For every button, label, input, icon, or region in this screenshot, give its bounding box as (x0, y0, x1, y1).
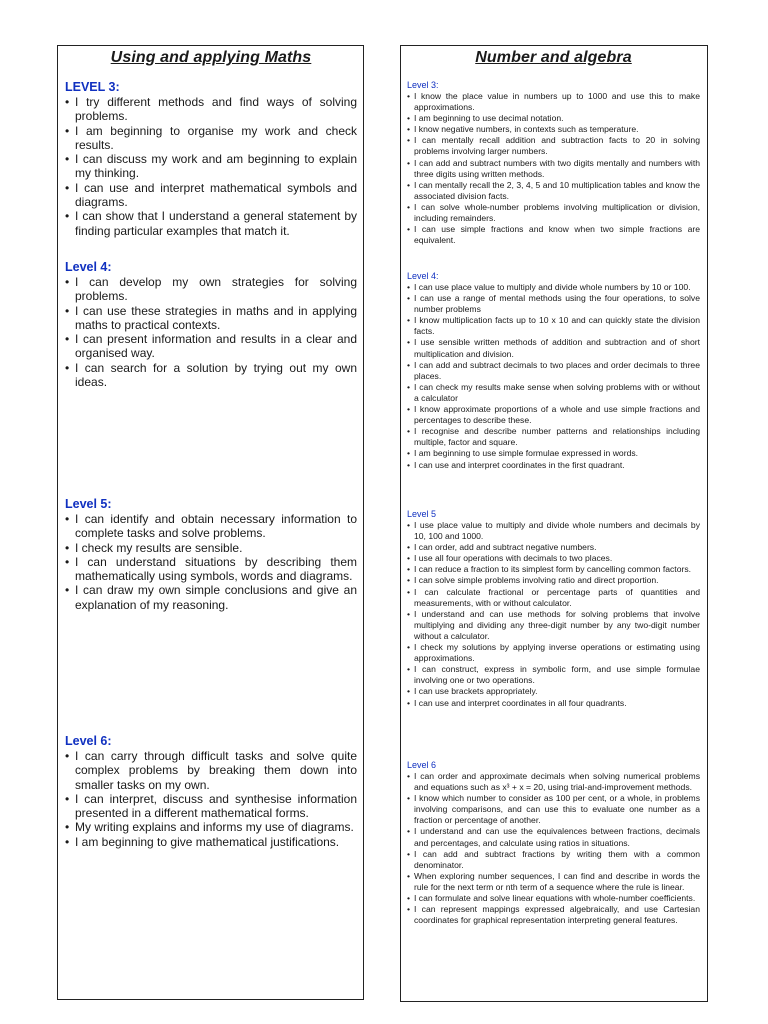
list-item: • I know negative numbers, in contexts such as temperature. (407, 124, 639, 135)
list-item: • I am beginning to use simple formulae expressed in words. (407, 448, 639, 459)
list-item: • My writing explains and informs my use of diagrams. (65, 820, 354, 835)
list-item: • I can mentally recall addition and subtraction facts to 20 in solving problems involving larger numbers. (407, 135, 700, 157)
bullet-icon: • (407, 315, 411, 326)
criteria-list (407, 520, 700, 709)
right-level-4 (407, 268, 700, 471)
bullet-icon: • (407, 448, 411, 459)
list-item: • I can show that I understand a general statement by finding particular examples that match it. (65, 209, 357, 238)
bullet-icon: • (65, 123, 70, 138)
level-heading: Level 5: (65, 497, 112, 511)
bullet-icon: • (407, 586, 411, 597)
list-item: • I can represent mappings expressed algebraically, and use Cartesian coordinates for graphical representation interpreting general features. (407, 904, 700, 926)
list-item: • I can search for a solution by trying out my own ideas. (65, 360, 357, 390)
bullet-icon: • (407, 157, 411, 168)
bullet-icon: • (407, 459, 411, 470)
bullet-icon: • (407, 282, 411, 292)
list-item: • I try different methods and find ways of solving problems. (65, 95, 357, 124)
list-item: • I recognise and describe number patterns and relationships including multiple, factor and square. (407, 426, 700, 448)
left-level-4 (65, 259, 357, 389)
bullet-icon: • (407, 520, 411, 530)
bullet-icon: • (407, 426, 411, 437)
list-item: • I can add and subtract numbers with two digits mentally and numbers with three digits using written methods. (407, 157, 700, 179)
bullet-icon: • (407, 337, 411, 348)
list-item: • I can use and interpret coordinates in all four quadrants. (407, 697, 627, 708)
bullet-icon: • (407, 201, 411, 212)
bullet-icon: • (407, 542, 411, 553)
list-item: • I can construct, express in symbolic form, and use simple formulae involving one or two operations. (407, 664, 700, 686)
list-item: • I know approximate proportions of a whole and use simple fractions and percentages to describe these. (407, 404, 700, 426)
list-item: • I understand and can use the equivalences between fractions, decimals and percentages, and calculate using ratios in situations. (407, 826, 700, 848)
list-item: • I can develop my own strategies for solving problems. (65, 275, 357, 304)
list-item: • I can calculate fractional or percentage parts of quantities and measurements, with or without calculator. (407, 586, 700, 608)
bullet-icon: • (407, 870, 411, 881)
list-item: • I can order, add and subtract negative numbers. (407, 542, 597, 553)
right-level-6 (407, 757, 700, 926)
bullet-icon: • (407, 381, 411, 392)
bullet-icon: • (65, 95, 70, 109)
list-item: • I can use brackets appropriately. (407, 686, 538, 697)
criteria-list (65, 512, 357, 612)
using-applying-maths-panel (57, 45, 364, 1000)
criteria-list (407, 91, 700, 246)
list-item: • I know which number to consider as 100 per cent, or a whole, in problems involving comparisons, and can use this to evaluate one number as a fraction or percentage of another. (407, 793, 700, 826)
list-item: • When exploring number sequences, I can find and describe in words the rule for the next term or nth term of a sequence where the rule is linear. (407, 870, 700, 892)
bullet-icon: • (407, 793, 411, 804)
bullet-icon: • (407, 771, 411, 781)
bullet-icon: • (65, 791, 70, 806)
bullet-icon: • (65, 303, 70, 318)
left-level-5 (65, 496, 357, 612)
list-item: • I use all four operations with decimals to two places. (407, 553, 613, 564)
bullet-icon: • (407, 113, 411, 124)
list-item: • I can use and interpret coordinates in the first quadrant. (407, 459, 625, 470)
level-heading: LEVEL 3: (65, 80, 120, 94)
level-heading: Level 4: (407, 271, 439, 281)
criteria-list (65, 275, 357, 389)
bullet-icon: • (407, 697, 411, 708)
left-level-6 (65, 733, 357, 849)
list-item: • I know the place value in numbers up to 1000 and use this to make approximations. (407, 91, 700, 113)
list-item: • I can interpret, discuss and synthesise information presented in a different mathematical forms. (65, 791, 357, 821)
bullet-icon: • (65, 749, 70, 763)
bullet-icon: • (407, 608, 411, 619)
bullet-icon: • (407, 359, 411, 370)
list-item: • I am beginning to organise my work and check results. (65, 123, 357, 152)
bullet-icon: • (65, 152, 70, 167)
list-item: • I check my solutions by applying inverse operations or estimating using approximations. (407, 642, 700, 664)
list-item: • I can add and subtract decimals to two places and order decimals to three places. (407, 359, 700, 381)
bullet-icon: • (65, 180, 70, 195)
list-item: • I use sensible written methods of addition and subtraction and of short multiplication and division. (407, 337, 700, 359)
list-item: • I can solve whole-number problems involving multiplication or division, including remainders. (407, 201, 700, 224)
level-heading: Level 5 (407, 509, 437, 519)
list-item: • I can mentally recall the 2, 3, 4, 5 and 10 multiplication tables and know the associated division facts. (407, 179, 700, 201)
bullet-icon: • (407, 686, 411, 697)
list-item: • I am beginning to give mathematical justifications. (65, 834, 340, 849)
list-item: • I can formulate and solve linear equations with whole-number coefficients. (407, 893, 696, 904)
list-item: • I can use and interpret mathematical symbols and diagrams. (65, 180, 357, 210)
bullet-icon: • (407, 124, 411, 135)
list-item: • I can solve simple problems involving ratio and direct proportion. (407, 575, 659, 586)
list-item: • I can reduce a fraction to its simplest form by cancelling common factors. (407, 564, 692, 575)
list-item: • I can present information and results in a clear and organised way. (65, 332, 357, 361)
bullet-icon: • (407, 404, 411, 415)
level-heading: Level 6 (407, 760, 437, 770)
bullet-icon: • (407, 179, 411, 190)
bullet-icon: • (407, 826, 411, 837)
bullet-icon: • (407, 91, 411, 101)
list-item: • I can check my results make sense when solving problems with or without a calculator (407, 381, 700, 403)
bullet-icon: • (407, 564, 411, 575)
bullet-icon: • (407, 848, 411, 859)
list-item: • I know multiplication facts up to 10 x 10 and can quickly state the division facts. (407, 315, 700, 337)
bullet-icon: • (65, 360, 70, 375)
bullet-icon: • (65, 275, 70, 289)
list-item: • I can use place value to multiply and divide whole numbers by 10 or 100. (407, 282, 691, 292)
list-item: • I can discuss my work and am beginning to explain my thinking. (65, 152, 357, 181)
list-item: • I am beginning to use decimal notation. (407, 113, 564, 124)
bullet-icon: • (407, 553, 411, 564)
panel-title-number-algebra: Number and algebra (475, 49, 632, 66)
list-item: • I can identify and obtain necessary information to complete tasks and solve problems. (65, 512, 357, 541)
bullet-icon: • (65, 554, 70, 569)
bullet-icon: • (65, 820, 70, 835)
level-heading: Level 4: (65, 260, 112, 274)
left-level-3 (65, 79, 357, 238)
bullet-icon: • (65, 332, 70, 347)
bullet-icon: • (65, 512, 70, 526)
bullet-icon: • (65, 583, 70, 598)
list-item: • I can add and subtract fractions by writing them with a common denominator. (407, 848, 700, 870)
list-item: • I understand and can use methods for solving problems that involve multiplying and dividing any three-digit number by any two-digit number without a calculator. (407, 608, 700, 641)
criteria-list (65, 95, 357, 238)
bullet-icon: • (407, 642, 411, 653)
list-item: • I can use these strategies in maths and in applying maths to practical contexts. (65, 303, 357, 332)
bullet-icon: • (65, 540, 70, 555)
list-item: • I can understand situations by describing them mathematically using symbols, words and diagrams. (65, 554, 357, 584)
criteria-list (65, 749, 357, 849)
level-heading: Level 3: (407, 80, 439, 90)
bullet-icon: • (65, 209, 70, 224)
bullet-icon: • (407, 893, 411, 904)
list-item: • I can use a range of mental methods using the four operations, to solve number problems (407, 293, 700, 315)
right-level-3 (407, 77, 700, 246)
list-item: • I can draw my own simple conclusions and give an explanation of my reasoning. (65, 583, 357, 612)
bullet-icon: • (407, 224, 411, 235)
list-item: • I can use simple fractions and know when two simple fractions are equivalent. (407, 224, 700, 246)
panel-title-using-applying: Using and applying Maths (110, 49, 312, 66)
bullet-icon: • (407, 135, 411, 146)
list-item: • I can order and approximate decimals when solving numerical problems and equations such as x³ + x = 20, using trial-and-improvement methods. (407, 771, 700, 793)
right-level-5 (407, 506, 700, 709)
list-item: • I check my results are sensible. (65, 540, 243, 555)
bullet-icon: • (407, 904, 411, 915)
number-algebra-panel (400, 45, 708, 1002)
criteria-list (407, 771, 700, 926)
bullet-icon: • (407, 664, 411, 675)
list-item: • I can carry through difficult tasks and solve quite complex problems by breaking them down into smaller tasks on my own. (65, 749, 357, 792)
bullet-icon: • (407, 575, 411, 586)
criteria-list (407, 282, 700, 471)
level-heading: Level 6: (65, 734, 112, 748)
bullet-icon: • (407, 293, 411, 304)
list-item: • I use place value to multiply and divide whole numbers and decimals by 10, 100 and 1000. (407, 520, 700, 542)
bullet-icon: • (65, 834, 70, 849)
